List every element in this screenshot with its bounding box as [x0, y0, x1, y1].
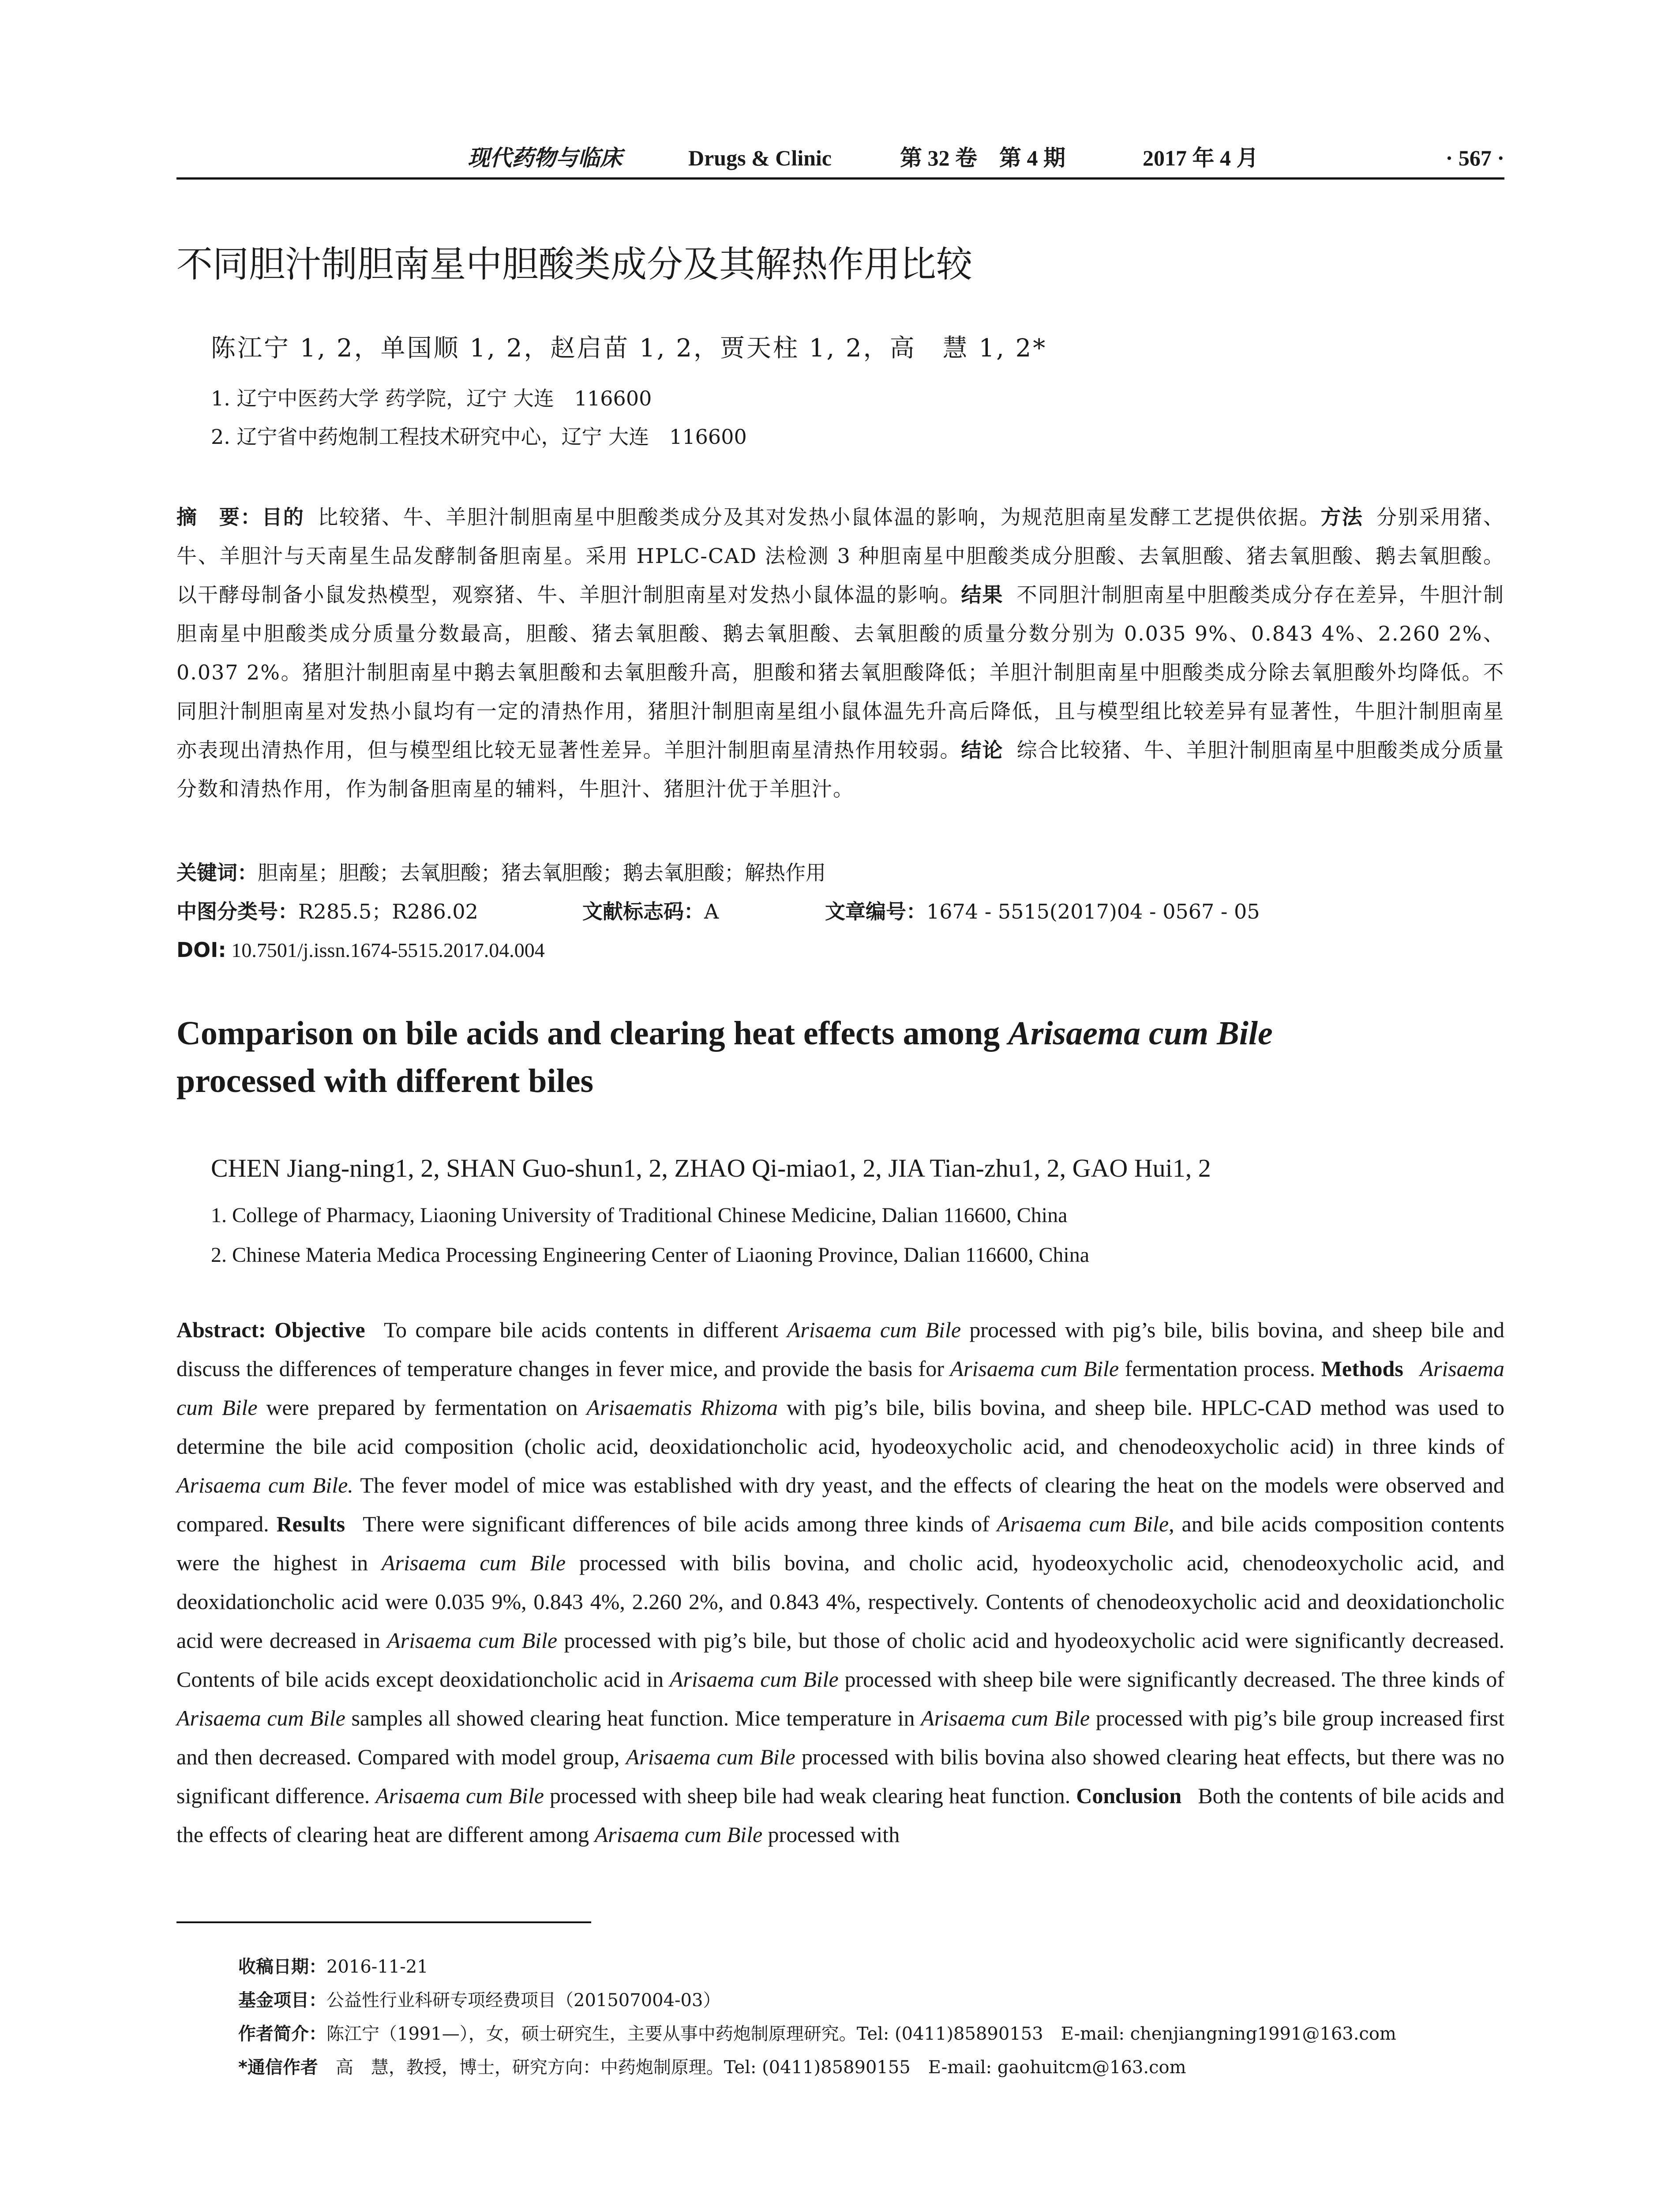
running-header [176, 140, 1504, 176]
journal-name-en: Drugs & Clinic [688, 146, 832, 170]
keywords-label: 关键词： [176, 861, 258, 885]
cn-methods-text: 分别采用猪、牛、羊胆汁与天南星生品发酵制备胆南星。采用 HPLC-CAD 法检测 3 种胆南星中胆酸类成分胆酸、去氧胆酸、猪去氧胆酸、鹅去氧胆酸。以干酵母制备小鼠发热模型，观察猪、牛、羊胆汁制胆南星对发热小鼠体温的影响。 [176, 505, 1505, 607]
keywords [176, 855, 1504, 890]
footnote-rule [176, 1921, 591, 1923]
cn-methods-label: 方法 [1320, 505, 1364, 529]
english-title-italic: Arisaema cum Bile [1008, 1015, 1273, 1052]
en-results-text: There were significant differences of bile acids among three kinds of Arisaema cum Bile, and bile acids composition contents were the highest in Arisaema cum Bile processed with bilis bovina, and cholic acid, hyodeoxycholic acid, chenodeoxycholic acid, and deoxidationcholic acid were 0.035 9%, 0.843 4%, 2.260 2%, and 0.843 4%, respectively. Contents of chenodeoxycholic acid and deoxidationcholic acid were decreased in Arisaema cum Bile processed with pig’s bile, but those of cholic acid and hyodeoxycholic acid were significantly decreased. Contents of bile acids except deoxidationcholic acid in Arisaema cum Bile processed with sheep bile were significantly decreased. The three kinds of Arisaema cum Bile samples all showed clearing heat function. Mice temperature in Arisaema cum Bile processed with pig’s bile group increased first and then decreased. Compared with model group, Arisaema cum Bile processed with bilis bovina also showed clearing heat effects, but there was no significant difference. Arisaema cum Bile processed with sheep bile had weak clearing heat function. [176, 1512, 1505, 1808]
en-conclusion-text: Both the contents of bile acids and the effects of clearing heat are different among Arisaema cum Bile processed with [176, 1783, 1505, 1847]
en-results-label: Results [276, 1512, 345, 1536]
english-abstract [176, 1310, 1504, 1854]
volume-issue: 第 32 卷 第 4 期 [900, 146, 1065, 170]
en-objective-label: Objective [274, 1317, 365, 1342]
doc-code-label: 文献标志码： [582, 900, 704, 923]
keywords-text: 胆南星；胆酸；去氧胆酸；猪去氧胆酸；鹅去氧胆酸；解热作用 [258, 861, 826, 885]
page-number: · 567 · [1445, 146, 1504, 170]
chinese-affiliation-1: 1. 辽宁中医药大学 药学院，辽宁 大连 116600 [211, 386, 652, 410]
english-title-part2: processed with different biles [176, 1062, 594, 1099]
en-objective-text: To compare bile acids contents in different Arisaema cum Bile processed with pig’s bile, bilis bovina, and sheep bile and discuss the differences of temperature changes in fever mice, and provide the basis for Arisaema cum Bile fermentation process. [176, 1317, 1505, 1381]
cn-results-text: 不同胆汁制胆南星中胆酸类成分存在差异，牛胆汁制胆南星中胆酸类成分质量分数最高，胆酸、猪去氧胆酸、鹅去氧胆酸、去氧胆酸的质量分数分别为 0.035 9%、0.843 4%、2.260 2%、0.037 2%。猪胆汁制胆南星中鹅去氧胆酸和去氧胆酸升高，胆酸和猪去氧胆酸降低；羊胆汁制胆南星中胆酸类成分除去氧胆酸外均降低。不同胆汁制胆南星对发热小鼠均有一定的清热作用，猪胆汁制胆南星组小鼠体温先升高后降低，且与模型组比较差异有显著性，牛胆汁制胆南星亦表现出清热作用，但与模型组比较无显著性差异。羊胆汁制胆南星清热作用较弱。 [176, 583, 1505, 762]
en-methods-label: Methods [1321, 1356, 1403, 1381]
article-no-value: 1674 - 5515(2017)04 - 0567 - 05 [926, 900, 1260, 923]
cn-results-label: 结果 [961, 583, 1004, 607]
footnotes [238, 1950, 1504, 2084]
en-methods-text: Arisaema cum Bile were prepared by fermentation on Arisaematis Rhizoma with pig’s bile, bilis bovina, and sheep bile. HPLC-CAD method was used to determine the bile acid composition (cholic acid, deoxidationcholic acid, hyodeoxycholic acid, and chenodeoxycholic acid) in three kinds of Arisaema cum Bile. The fever model of mice was established with dry yeast, and the effects of clearing the heat on the models were observed and compared. [176, 1356, 1505, 1536]
en-conclusion-label: Conclusion [1076, 1783, 1182, 1808]
english-title-part1: Comparison on bile acids and clearing heat effects among [176, 1015, 1009, 1052]
english-affiliation-2: 2. Chinese Materia Medica Processing Engineering Center of Liaoning Province, Dalian 116600, China [211, 1243, 1090, 1267]
cn-abstract-label: 摘 要： [176, 505, 262, 529]
cn-objective-label: 目的 [262, 505, 305, 529]
footnote-fund: 基金项目：公益性行业科研专项经费项目（201507004-03） [238, 1990, 721, 2011]
en-abstract-label: Abstract: [176, 1317, 266, 1342]
doc-code-value: A [704, 900, 719, 923]
article-no-label: 文章编号： [825, 900, 926, 923]
cn-conclusion-label: 结论 [961, 738, 1004, 762]
chinese-abstract [176, 498, 1504, 808]
english-affiliation-1: 1. College of Pharmacy, Liaoning University of Traditional Chinese Medicine, Dalian 116600, China [211, 1204, 1068, 1227]
english-title [176, 1009, 1504, 1105]
journal-name-cn: 现代药物与临床 [468, 146, 622, 170]
footnote-corresponding: *通信作者 高 慧，教授，博士，研究方向：中药炮制原理。Tel: (0411)85890155 E-mail: gaohuitcm@163.com [238, 2057, 1186, 2078]
clc-value: R285.5；R286.02 [298, 900, 478, 923]
footnote-author: 作者简介：陈江宁（1991—），女，硕士研究生，主要从事中药炮制原理研究。Tel: (0411)85890153 E-mail: chenjiangning1991@163.com [238, 2024, 1396, 2044]
chinese-title: 不同胆汁制胆南星中胆酸类成分及其解热作用比较 [176, 244, 973, 285]
header-rule [176, 177, 1504, 180]
english-authors: CHEN Jiang-ning1, 2, SHAN Guo-shun1, 2, ZHAO Qi-miao1, 2, JIA Tian-zhu1, 2, GAO Hui1, 2 [211, 1154, 1211, 1182]
clc-label: 中图分类号： [176, 900, 298, 923]
issue-date: 2017 年 4 月 [1143, 146, 1259, 170]
chinese-affiliation-2: 2. 辽宁省中药炮制工程技术研究中心，辽宁 大连 116600 [211, 425, 747, 449]
chinese-authors: 陈江宁 1, 2，单国顺 1, 2，赵启苗 1, 2，贾天柱 1, 2，高 慧 1, 2* [211, 334, 1047, 363]
doi-value: 10.7501/j.issn.1674-5515.2017.04.004 [231, 939, 545, 961]
cn-conclusion-text: 综合比较猪、牛、羊胆汁制胆南星中胆酸类成分质量分数和清热作用，作为制备胆南星的辅料，牛胆汁、猪胆汁优于羊胆汁。 [176, 738, 1505, 801]
footnote-received: 收稿日期：2016-11-21 [238, 1957, 428, 1977]
doi-label: DOI: [176, 938, 226, 962]
cn-objective-text: 比较猪、牛、羊胆汁制胆南星中胆酸类成分及其对发热小鼠体温的影响，为规范胆南星发酵工艺提供依据。 [318, 505, 1321, 529]
doi-line [176, 932, 1504, 968]
